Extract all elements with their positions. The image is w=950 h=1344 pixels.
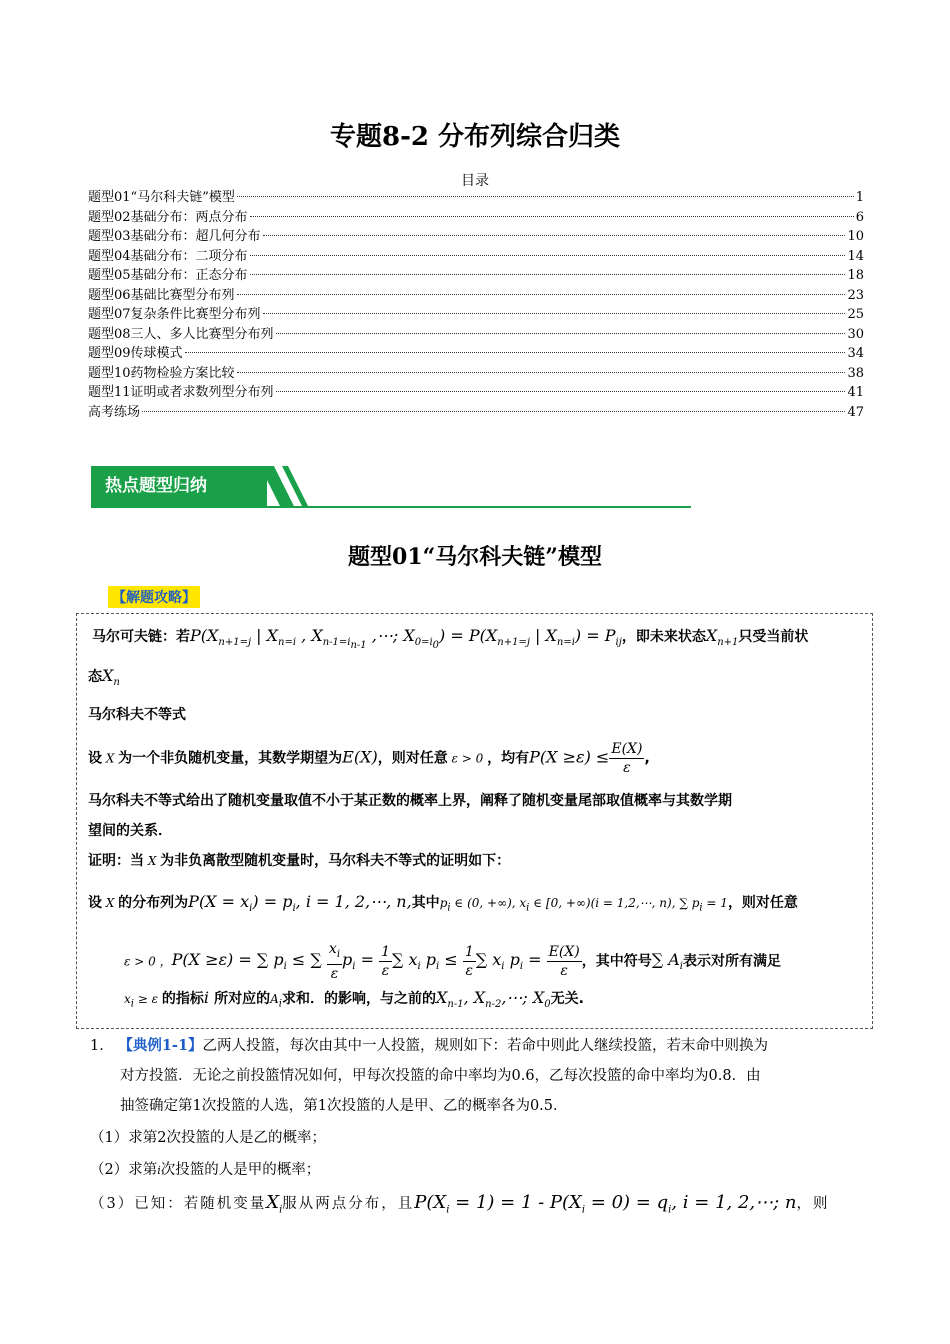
toc-row[interactable]: [88, 325, 864, 345]
toc-label: 题型07复杂条件比赛型分布列: [88, 307, 261, 322]
toc-page: 6: [855, 209, 864, 225]
toc-label: 题型02基础分布：两点分布: [88, 209, 248, 225]
toc-row[interactable]: [88, 247, 864, 267]
toc-label: 题型01“马尔科夫链”模型: [88, 190, 235, 205]
box-text: ，即未来状态: [621, 629, 706, 645]
toc-page: 23: [847, 287, 864, 303]
box-text: 求和．的影响，与之前的: [282, 991, 436, 1007]
toc-leader: [250, 274, 846, 275]
toc-label: 题型08三人、多人比赛型分布列: [88, 326, 274, 342]
box-text: 的分布列为: [118, 895, 189, 911]
formula-two-point: $P(X_i = 1) = 1 - P(X_i = 0) = q_i$, i = 1, 2,⋯; n: [414, 1192, 797, 1216]
box-text: 的指标: [161, 991, 204, 1007]
toc-row[interactable]: [88, 208, 864, 228]
toc-page: 47: [847, 404, 864, 420]
toc-label: 题型10药物检验方案比较: [88, 365, 235, 381]
question-text: ，则: [796, 1196, 830, 1212]
formula-fraction: $\frac{1}{\varepsilon}$: [464, 943, 474, 979]
toc-leader: [237, 372, 846, 373]
box-line-9: [124, 940, 781, 983]
toc-row[interactable]: [88, 305, 864, 325]
formula-x: X: [102, 896, 119, 910]
example-tag: 【典例1-1】: [118, 1037, 203, 1054]
box-line-8: [88, 892, 798, 914]
page-title: 专题8-2 分布列综合归类: [329, 122, 621, 152]
formula-markov-chain: $P(X_{n+1=j}$ | $X_{n=i}$ , $X_{n-1=i_{n-1}}$ ,⋯; $X_{0=i_0}) = P(X_{n+1=j}$ | $X_{n=i}) = P_{ij}$: [190, 626, 622, 652]
formula-fraction: $\frac{x_i}{\varepsilon}$: [328, 941, 341, 982]
formula-ai: $A_i$: [270, 992, 282, 1010]
toc-row[interactable]: [88, 266, 864, 286]
box-line-2: [88, 666, 120, 688]
question-2: [90, 1158, 320, 1179]
question-1: （1）求第2次投篮的人是乙的概率；: [90, 1130, 326, 1146]
table-of-contents: [88, 188, 864, 422]
formula-xi-eps: $x_i \ge \varepsilon$: [124, 992, 162, 1010]
section-title: 题型01“马尔科夫链”模型: [348, 544, 602, 570]
toc-row[interactable]: [88, 364, 864, 384]
formula-sum-ai: ∑ $A_i$: [651, 950, 683, 973]
formula-i: i: [157, 1164, 161, 1177]
section-banner: 热点题型归纳: [91, 466, 267, 506]
formula-proof-chain: P(X ≥ε) = ∑ $p_i$ ≤ ∑: [171, 950, 327, 973]
example-line-3: 抽签确定第1次投篮的人选，第1次投篮的人是甲、乙的概率各为0.5．: [120, 1098, 568, 1114]
formula-xi: $X_i$: [266, 1192, 283, 1216]
toc-leader: [185, 352, 846, 353]
formula-xn: $X_n$: [102, 666, 120, 689]
toc-leader: [263, 235, 846, 236]
formula-distribution: $P(X = x_i) = p_i$, i = 1, 2,⋯, n,: [188, 892, 412, 915]
example-text: 乙两人投篮，每次由其中一人投篮，规则如下：若命中则此人继续投篮，若末命中则换为: [202, 1038, 769, 1054]
formula-fraction: $\frac{E(X)}{\varepsilon}$: [548, 943, 580, 979]
example-number: 1．: [90, 1038, 114, 1054]
formula-xn1: $X_{n+1}$: [705, 626, 739, 649]
box-text: 设: [88, 750, 102, 767]
banner-underline: [91, 506, 691, 508]
formula-proof-chain: ∑ $x_i$ $p_i$ ≤: [391, 950, 463, 973]
formula-fraction: $\frac{E(X)}{\varepsilon}$: [611, 741, 643, 776]
toc-leader: [263, 313, 846, 314]
example-line-2: 对方投篮．无论之前投篮情况如何，甲每次投篮的命中率均为0.6，乙每次投篮的命中率均为0.8．由: [120, 1068, 761, 1084]
question-text: （3）已知：若随机变量: [90, 1196, 267, 1212]
toc-label: 题型03基础分布：超几何分布: [88, 229, 261, 244]
formula-condition: $p_i$ ∈ (0, +∞), $x_i$ ∈ [0, +∞)(i = 1,2,⋯, n), ∑ $p_i = 1$: [439, 896, 728, 914]
toc-row[interactable]: [88, 383, 864, 403]
box-text: 只受当前状: [738, 629, 809, 645]
toc-heading: 目录: [461, 173, 489, 189]
box-text: 为非负离散型随机变量时，马尔科夫不等式的证明如下：: [160, 853, 511, 869]
box-text: 其中: [411, 895, 440, 911]
box-line-6: 望间的关系．: [88, 823, 172, 839]
toc-label: 题型06基础比赛型分布列: [88, 287, 235, 303]
box-line-10: [124, 988, 584, 1010]
toc-page: 34: [847, 346, 864, 361]
toc-leader: [276, 333, 846, 334]
toc-label: 题型05基础分布：正态分布: [88, 268, 248, 283]
question-text: 次投篮的人是甲的概率；: [160, 1162, 321, 1178]
toc-leader: [250, 216, 854, 217]
toc-row[interactable]: [88, 403, 864, 423]
formula-x: X: [144, 854, 161, 868]
box-text: ，均有: [487, 750, 530, 767]
formula-eps: ε > 0 ，: [124, 954, 172, 969]
toc-label: 高考练场: [88, 404, 141, 420]
toc-leader: [142, 411, 845, 412]
strategy-tag: 【解题攻略】: [108, 586, 200, 608]
toc-page: 25: [847, 307, 864, 322]
formula-eps: ε > 0: [447, 751, 488, 766]
toc-row[interactable]: [88, 286, 864, 306]
toc-leader: [250, 255, 846, 256]
formula-proof-chain: $p_i$ =: [342, 950, 380, 973]
box-line-3: 马尔科夫不等式: [88, 707, 186, 723]
toc-row[interactable]: [88, 227, 864, 247]
box-text: 无关.: [550, 991, 584, 1007]
box-text: ，则对任意: [377, 750, 448, 767]
toc-row[interactable]: [88, 188, 864, 208]
toc-page: 1: [855, 190, 864, 205]
example-line-1: [90, 1034, 768, 1055]
toc-leader: [276, 391, 846, 392]
question-text: 服从两点分布，且: [282, 1196, 415, 1212]
box-text: 所对应的: [214, 991, 271, 1007]
box-text: ，其中符号: [581, 953, 652, 970]
toc-row[interactable]: [88, 344, 864, 364]
toc-label: 题型09传球模式: [88, 346, 183, 361]
box-line-7: [88, 850, 510, 870]
toc-page: 18: [847, 268, 864, 283]
formula-x: X: [102, 751, 119, 766]
banner-stripes-icon: [260, 466, 310, 508]
toc-label: 题型11证明或者求数列型分布列: [88, 385, 274, 400]
toc-page: 10: [847, 229, 864, 244]
box-text: 为一个非负随机变量，其数学期望为: [118, 750, 343, 767]
box-text: 表示对所有满足: [682, 953, 781, 970]
box-line-5: 马尔科夫不等式给出了随机变量取值不小于某正数的概率上界，阐释了随机变量尾部取值概率与其数学期: [88, 793, 732, 809]
toc-leader: [237, 294, 846, 295]
question-text: （2）求第: [90, 1162, 158, 1178]
box-text: 态: [88, 669, 102, 685]
toc-page: 30: [847, 326, 864, 342]
formula-i: i: [203, 988, 215, 1007]
toc-page: 41: [847, 385, 864, 400]
formula-previous-states: $X_{n-1}$, $X_{n-2},\cdots$; $X_0$: [436, 988, 551, 1011]
box-line-4: 设 X 为一个非负随机变量，其数学期望为E(X)，则对任意 ε > 0 ，均有P(X ≥ε) ≤ $\frac{E(X)}{\varepsilon}$ ,: [88, 741, 650, 776]
box-line-1: [92, 626, 808, 651]
toc-page: 14: [847, 248, 864, 264]
box-text: 证明：当: [88, 853, 144, 869]
formula-proof-chain: ∑ $x_i$ $p_i$ =: [475, 950, 547, 973]
toc-page: 38: [847, 365, 864, 381]
box-text: ，则对任意: [727, 895, 798, 911]
box-text: 马尔可夫链：若: [92, 629, 190, 645]
toc-label: 题型04基础分布：二项分布: [88, 248, 248, 264]
question-3: [90, 1192, 830, 1216]
formula-markov-ineq: P(X ≥ε) ≤: [529, 747, 610, 767]
formula-ex: E(X): [342, 747, 378, 767]
toc-leader: [237, 196, 854, 197]
formula-fraction: $\frac{1}{\varepsilon}$: [381, 943, 390, 979]
box-text: 设: [88, 895, 102, 911]
